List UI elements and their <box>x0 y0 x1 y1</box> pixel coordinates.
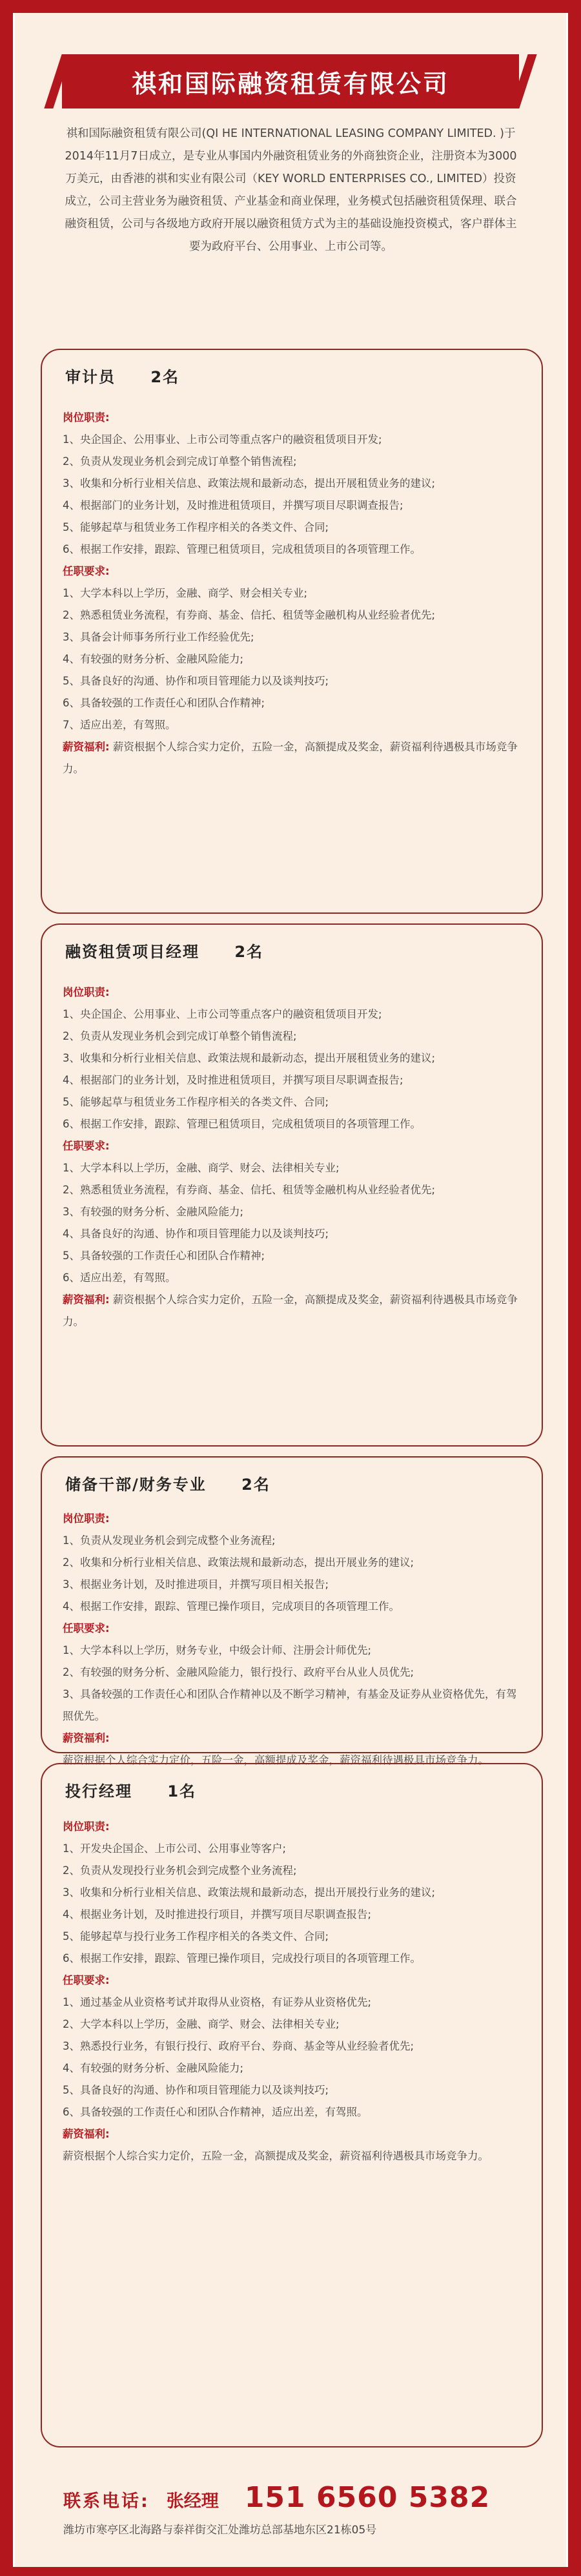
duties-label: 岗位职责: <box>63 1512 110 1525</box>
job-body <box>63 982 522 1333</box>
contact-label: 联系电话: <box>63 2491 150 2511</box>
job-body <box>63 407 522 780</box>
duty-item: 2、负责从发现业务机会到完成订单整个销售流程; <box>63 1030 297 1042</box>
duty-item: 6、根据工作安排，跟踪、管理已租赁项目，完成租赁项目的各项管理工作。 <box>63 543 421 555</box>
contact-phone[interactable]: 151 6560 5382 <box>244 2481 491 2514</box>
requirement-item: 2、大学本科以上学历，金融、商学、财会、法律相关专业; <box>63 2018 340 2030</box>
duty-item: 3、根据业务计划，及时推进项目，并撰写项目相关报告; <box>63 1578 329 1591</box>
job-count: 2名 <box>150 368 180 386</box>
right-frame-bar <box>568 0 581 2576</box>
welfare-block <box>63 1289 522 1333</box>
job-count: 2名 <box>234 943 264 961</box>
welfare-text: 薪资根据个人综合实力定价，五险一金，高额提成及奖金，薪资福利待遇极具市场竞争力。 <box>63 741 518 775</box>
requirement-item: 3、具备会计师事务所行业工作经验优先; <box>63 631 254 643</box>
requirement-item: 4、有较强的财务分析、金融风险能力; <box>63 2062 244 2074</box>
welfare-text: 薪资根据个人综合实力定价，五险一金，高额提成及奖金，薪资福利待遇极具市场竞争力。 <box>63 1293 518 1328</box>
requirement-item: 6、适应出差，有驾照。 <box>63 1272 176 1284</box>
job-title <box>65 1472 270 1494</box>
requirement-item: 1、大学本科以上学历，金融、商学、财会、法律相关专业; <box>63 1162 340 1174</box>
requirement-item: 5、具备良好的沟通、协作和项目管理能力以及谈判技巧; <box>63 675 329 687</box>
requirements-label: 任职要求: <box>63 1140 110 1152</box>
top-frame-bar <box>0 0 581 13</box>
duty-item: 3、收集和分析行业相关信息、政策法规和最新动态，提出开展投行业务的建议; <box>63 1886 436 1899</box>
welfare-text: 薪资根据个人综合实力定价，五险一金，高额提成及奖金，薪资福利待遇极具市场竞争力。 <box>63 2150 489 2162</box>
duties-label: 岗位职责: <box>63 411 110 424</box>
welfare-label: 薪资福利: <box>63 741 110 753</box>
duty-item: 3、收集和分析行业相关信息、政策法规和最新动态，提出开展租赁业务的建议; <box>63 477 436 489</box>
welfare-label: 薪资福利: <box>63 2128 110 2140</box>
duty-item: 1、央企国企、公用事业、上市公司等重点客户的融资租赁项目开发; <box>63 433 382 446</box>
duty-item: 2、负责从发现业务机会到完成订单整个销售流程; <box>63 455 297 468</box>
job-title <box>65 364 179 387</box>
job-title-text: 融资租赁项目经理 <box>65 943 199 961</box>
requirements-label: 任职要求: <box>63 1974 110 1986</box>
duty-item: 1、央企国企、公用事业、上市公司等重点客户的融资租赁项目开发; <box>63 1008 382 1020</box>
job-body <box>63 1816 522 2167</box>
requirement-item: 3、熟悉投行业务，有银行投行、政府平台、券商、基金等从业经验者优先; <box>63 2040 414 2052</box>
requirement-item: 2、熟悉租赁业务流程，有券商、基金、信托、租赁等金融机构从业经验者优先; <box>63 609 436 621</box>
requirements-label: 任职要求: <box>63 565 110 577</box>
requirement-item: 7、适应出差，有驾照。 <box>63 719 176 731</box>
duties-label: 岗位职责: <box>63 986 110 998</box>
duty-item: 5、能够起草与投行业务工作程序相关的各类文件、合同; <box>63 1930 329 1942</box>
job-title <box>65 939 263 962</box>
duty-item: 1、负责从发现业务机会到完成整个业务流程; <box>63 1534 276 1547</box>
duty-item: 6、根据工作安排，跟踪、管理已操作项目，完成投行项目的各项管理工作。 <box>63 1952 421 1964</box>
company-intro: 祺和国际融资租赁有限公司(QI HE INTERNATIONAL LEASING COMPANY LIMITED. )于2014年11月7日成立，是专业从事国内外融资租赁业务的外商独资企业，注册资本为3000万美元，由香港的祺和实业有限公司（KEY WORLD ENTERPRISES CO., LIMITED）投资成立，公司主营业务为融资租赁、产业基金和商业保理，业务模式包括融资租赁保理、联合融资租赁，公司与各级地方政府开展以融资租赁方式为主的基础设施投资模式，客户群体主要为政府平台、公用事业、上市公司等。 <box>65 127 517 253</box>
company-title: 祺和国际融资租赁有限公司 <box>62 54 519 108</box>
requirements-label: 任职要求: <box>63 1622 110 1634</box>
requirement-item: 6、具备较强的工作责任心和团队合作精神; <box>63 697 265 709</box>
job-card-investment-banker <box>41 1763 543 2447</box>
requirement-item: 1、大学本科以上学历，金融、商学、财会相关专业; <box>63 587 308 599</box>
left-frame-bar <box>0 0 13 2576</box>
bottom-frame-bar <box>0 2567 581 2576</box>
requirement-item: 4、具备良好的沟通、协作和项目管理能力以及谈判技巧; <box>63 1228 329 1240</box>
job-title-text: 投行经理 <box>65 1782 132 1800</box>
duty-item: 4、根据部门的业务计划，及时推进租赁项目，并撰写项目尽职调查报告; <box>63 499 403 511</box>
duty-item: 1、开发央企国企、上市公司、公用事业等客户; <box>63 1842 287 1855</box>
requirement-item: 2、有较强的财务分析、金融风险能力，银行投行、政府平台从业人员优先; <box>63 1666 414 1678</box>
welfare-text: 薪资根据个人综合实力定价，五险一金，高额提成及奖金，薪资福利待遇极具市场竞争力。 <box>63 1754 489 1766</box>
requirement-item: 3、有较强的财务分析、金融风险能力; <box>63 1206 244 1218</box>
welfare-label: 薪资福利: <box>63 1732 110 1744</box>
requirement-item: 3、具备较强的工作责任心和团队合作精神以及不断学习精神，有基金及证券从业资格优先，有驾照优先。 <box>63 1688 517 1722</box>
job-count: 2名 <box>241 1476 270 1494</box>
contact-name: 张经理 <box>166 2491 219 2511</box>
welfare-block <box>63 736 522 780</box>
job-title <box>65 1778 196 1801</box>
contact-line <box>63 2481 554 2514</box>
welfare-label: 薪资福利: <box>63 1293 110 1306</box>
requirement-item: 4、有较强的财务分析、金融风险能力; <box>63 653 244 665</box>
requirement-item: 5、具备良好的沟通、协作和项目管理能力以及谈判技巧; <box>63 2084 329 2096</box>
requirement-item: 1、通过基金从业资格考试并取得从业资格，有证券从业资格优先; <box>63 1996 372 2008</box>
requirement-item: 5、具备较强的工作责任心和团队合作精神; <box>63 1250 265 1262</box>
requirement-item: 2、熟悉租赁业务流程，有券商、基金、信托、租赁等金融机构从业经验者优先; <box>63 1184 436 1196</box>
duty-item: 4、根据工作安排，跟踪、管理已操作项目，完成项目的各项管理工作。 <box>63 1600 400 1613</box>
requirement-item: 1、大学本科以上学历，财务专业，中级会计师、注册会计师优先; <box>63 1644 372 1656</box>
job-card-auditor <box>41 349 543 914</box>
duties-label: 岗位职责: <box>63 1820 110 1833</box>
job-body <box>63 1508 522 1771</box>
duty-item: 4、根据业务计划，及时推进投行项目，并撰写项目尽职调查报告; <box>63 1908 372 1921</box>
poster-content <box>15 13 566 2576</box>
duty-item: 6、根据工作安排，跟踪、管理已租赁项目，完成租赁项目的各项管理工作。 <box>63 1118 421 1130</box>
job-title-text: 审计员 <box>65 368 116 386</box>
duty-item: 5、能够起草与租赁业务工作程序相关的各类文件、合同; <box>63 1096 329 1108</box>
job-count: 1名 <box>167 1782 197 1800</box>
duty-item: 2、负责从发现投行业务机会到完成整个业务流程; <box>63 1864 297 1877</box>
job-card-leasing-manager <box>41 923 543 1447</box>
job-title-text: 储备干部/财务专业 <box>65 1476 207 1494</box>
contact-address: 潍坊市寒亭区北海路与泰祥街交汇处潍坊总部基地东区21栋05号 <box>63 2524 377 2537</box>
job-card-reserve-cadre <box>41 1456 543 1766</box>
duty-item: 2、收集和分析行业相关信息、政策法规和最新动态，提出开展业务的建议; <box>63 1556 414 1569</box>
duty-item: 3、收集和分析行业相关信息、政策法规和最新动态，提出开展租赁业务的建议; <box>63 1052 436 1064</box>
duty-item: 5、能够起草与租赁业务工作程序相关的各类文件、合同; <box>63 521 329 533</box>
requirement-item: 6、具备较强的工作责任心和团队合作精神，适应出差，有驾照。 <box>63 2106 368 2118</box>
duty-item: 4、根据部门的业务计划，及时推进租赁项目，并撰写项目尽职调查报告; <box>63 1074 403 1086</box>
